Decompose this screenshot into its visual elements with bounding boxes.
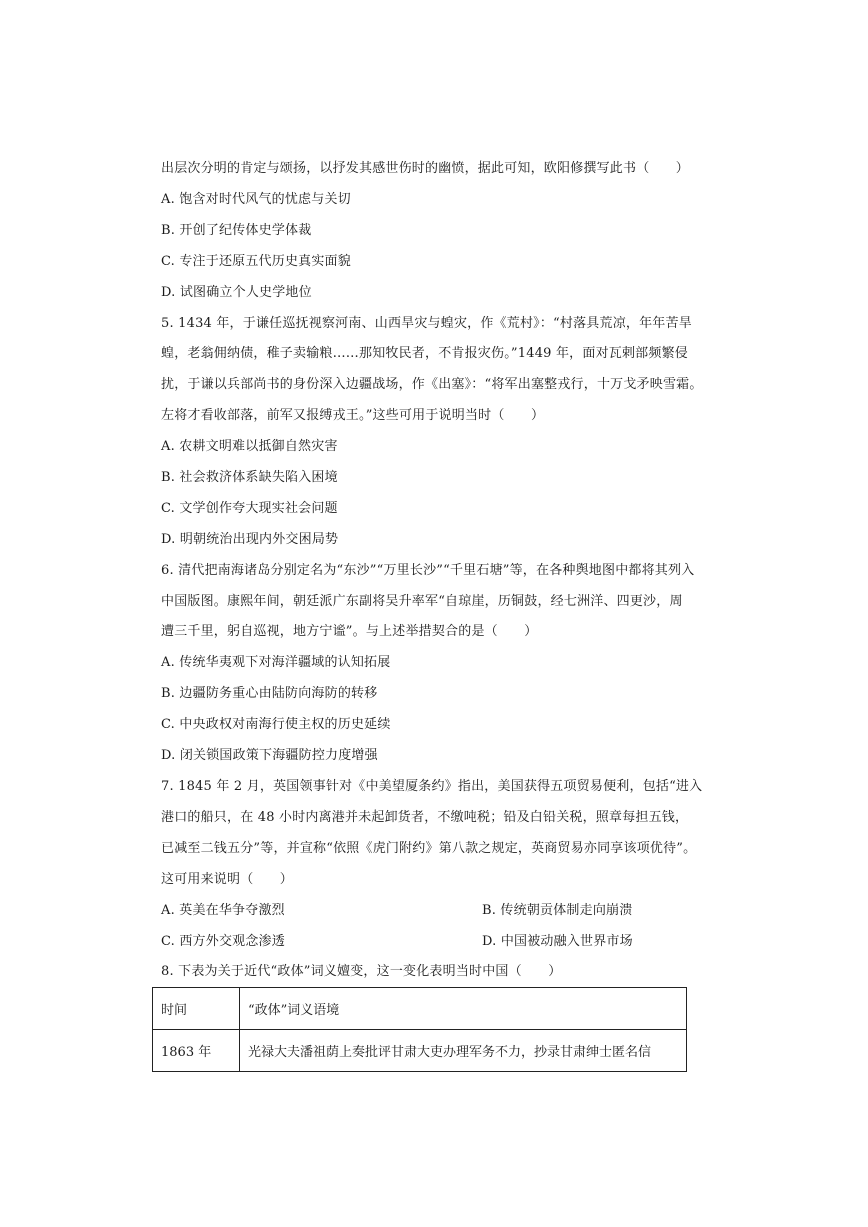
- q6-stem-line: 6. 清代把南海诸岛分别定名为“东沙”“万里长沙”“千里石塘”等，在各种舆地图中都将其列入: [161, 563, 695, 578]
- q4-option-a: A. 饱含对时代风气的忧虑与关切: [161, 192, 351, 207]
- q5-option-d: D. 明朝统治出现内外交困局势: [161, 532, 339, 547]
- q7-option-d: D. 中国被动融入世界市场: [482, 934, 633, 949]
- q4-option-d: D. 试图确立个人史学地位: [161, 285, 312, 300]
- q5-stem-line: 5. 1434 年，于谦任巡抚视察河南、山西旱灾与蝗灾，作《荒村》：“村落具荒凉，年年苦旱: [161, 316, 692, 331]
- q5-option-c: C. 文学创作夸大现实社会问题: [161, 501, 338, 516]
- q7-option-a: A. 英美在华争夺激烈: [161, 903, 285, 918]
- q8-stem: 8. 下表为关于近代“政体”词义嬗变，这一变化表明当时中国（ ）: [161, 964, 562, 979]
- table-header-cell: “政体”词义语境: [240, 988, 687, 1030]
- q5-option-a: A. 农耕文明难以抵御自然灾害: [161, 439, 338, 454]
- q6-stem-line: 遭三千里，躬自巡视，地方宁谧”。与上述举措契合的是（ ）: [161, 624, 538, 639]
- q5-option-b: B. 社会救济体系缺失陷入困境: [161, 470, 338, 485]
- q7-option-c: C. 西方外交观念渗透: [161, 934, 285, 949]
- q6-option-a: A. 传统华夷观下对海洋疆域的认知拓展: [161, 655, 391, 670]
- q7-option-b: B. 传统朝贡体制走向崩溃: [482, 903, 633, 918]
- q6-option-b: B. 边疆防务重心由陆防向海防的转移: [161, 686, 378, 701]
- q8-table: [152, 987, 687, 1072]
- table-cell: 1863 年: [153, 1030, 240, 1072]
- q5-stem-line: 扰，于谦以兵部尚书的身份深入边疆战场，作《出塞》：“将军出塞整戎行，十万戈矛映雪霜。: [161, 377, 703, 392]
- q5-stem-line: 左将才看收部落，前军又报缚戎王。”这些可用于说明当时（ ）: [161, 408, 545, 423]
- q6-option-d: D. 闭关锁国政策下海疆防控力度增强: [161, 748, 378, 763]
- q7-stem-line: 港口的船只，在 48 小时内离港并未起卸货者，不缴吨税；铅及白铅关税，照章每担五钱，: [161, 810, 689, 825]
- table-header-row: [153, 988, 687, 1030]
- q4-option-b: B. 开创了纪传体史学体裁: [161, 223, 312, 238]
- q6-stem-line: 中国版图。康熙年间，朝廷派广东副将吴升率军“自琼崖，历铜鼓，经七洲洋、四更沙，周: [161, 594, 683, 609]
- text-line: 出层次分明的肯定与颂扬，以抒发其感世伤时的幽愤，据此可知，欧阳修撰写此书（ ）: [161, 161, 690, 176]
- table-cell: 光禄大夫潘祖荫上奏批评甘肃大吏办理军务不力，抄录甘肃绅士匿名信: [240, 1030, 687, 1072]
- q6-option-c: C. 中央政权对南海行使主权的历史延续: [161, 717, 391, 732]
- q7-stem-line: 这可用来说明（ ）: [161, 872, 294, 887]
- table-row: [153, 1030, 687, 1072]
- q7-stem-line: 7. 1845 年 2 月，英国领事针对《中美望厦条约》指出，美国获得五项贸易便利，包括“进入: [161, 779, 703, 794]
- table-header-cell: 时间: [153, 988, 240, 1030]
- q7-stem-line: 已减至二钱五分”等，并宣称“依照《虎门附约》第八款之规定，英商贸易亦同享该项优待”。: [161, 841, 697, 856]
- q4-option-c: C. 专注于还原五代历史真实面貌: [161, 254, 351, 269]
- q5-stem-line: 蝗，老翁佣纳债，稚子卖输粮……那知牧民者，不肯报灾伤。”1449 年，面对瓦剌部频繁侵: [161, 346, 688, 361]
